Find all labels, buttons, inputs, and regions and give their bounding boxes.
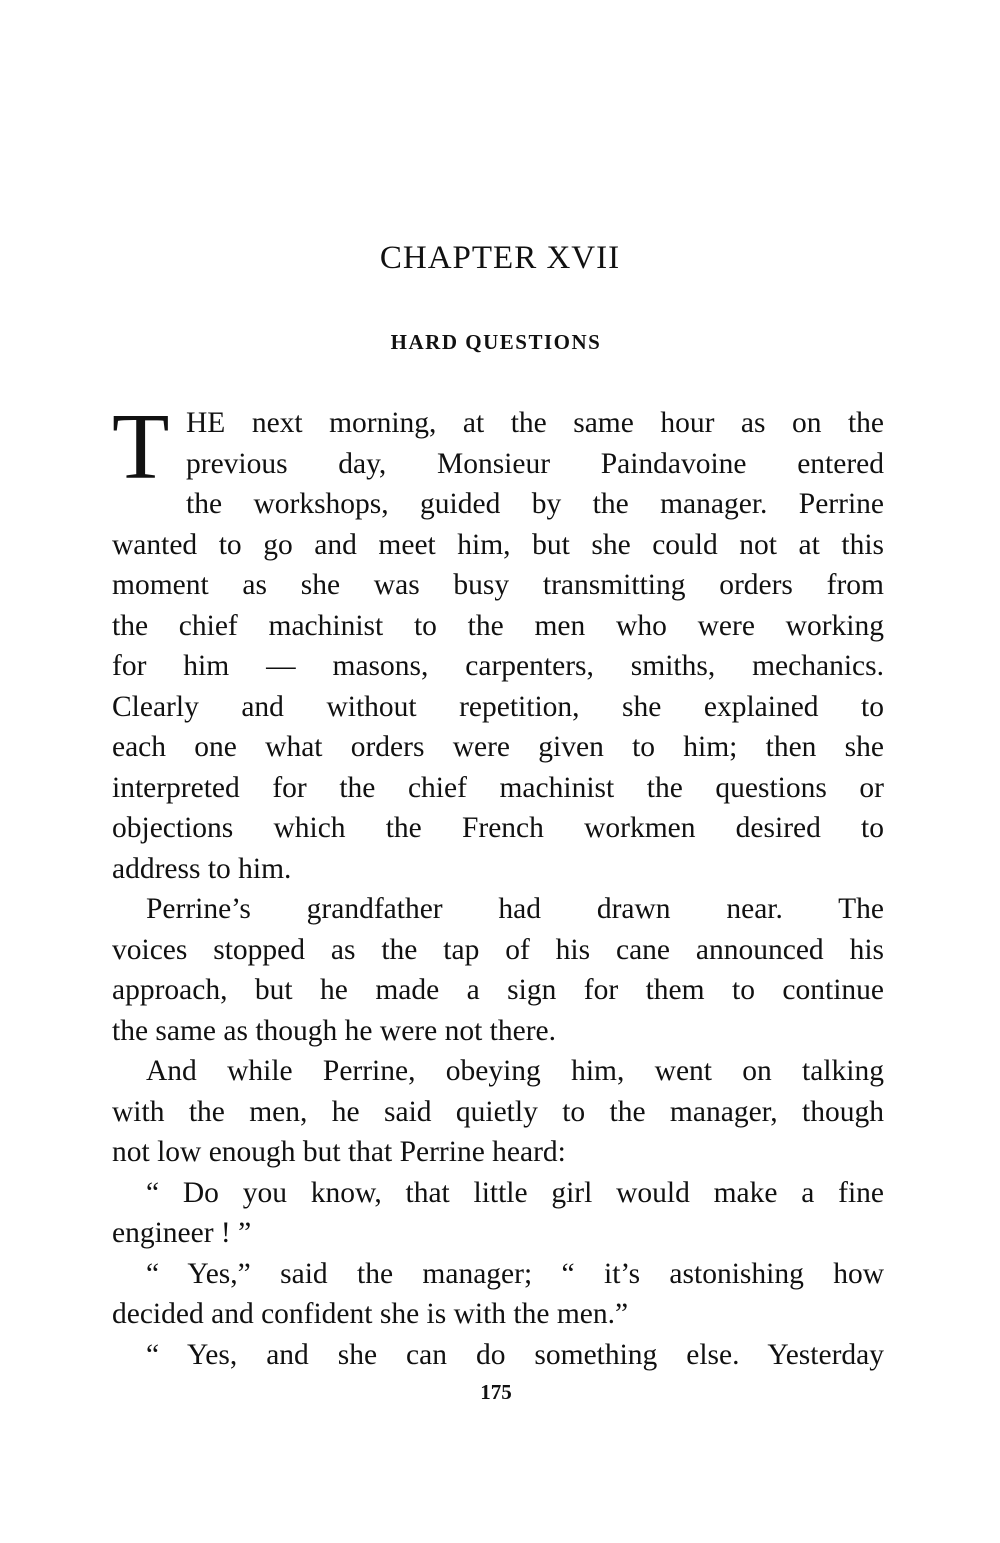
text-line: address to him. [112, 852, 292, 885]
text-line: not low enough but that Perrine heard: [112, 1136, 566, 1168]
chapter-title: CHAPTER XVII [379, 240, 621, 276]
text-line: Clearly and without repetition, she explained to [112, 690, 884, 723]
text-line: wanted to go and meet him, but she could not at this [112, 528, 884, 561]
text-line: Perrine’s grandfather had drawn near. The [146, 893, 884, 925]
text-line: the workshops, guided by the manager. Perrine [186, 488, 884, 520]
text-line: “ Yes,” said the manager; “ it’s astonishing how [146, 1257, 884, 1290]
text-line: each one what orders were given to him; then she [112, 731, 884, 763]
text-line: voices stopped as the tap of his cane announced his [112, 933, 884, 966]
text-line: for him — masons, carpenters, smiths, mechanics. [112, 650, 884, 682]
page-number: 175 [480, 1380, 512, 1404]
text-line: “ Yes, and she can do something else. Yesterday [146, 1338, 884, 1371]
text-line: interpreted for the chief machinist the questions or [112, 771, 884, 804]
text-line: approach, but he made a sign for them to continue [112, 974, 884, 1006]
text-line: “ Do you know, that little girl would make a fine [146, 1176, 884, 1209]
text-line: decided and confident she is with the men.” [112, 1298, 629, 1330]
text-line: previous day, Monsieur Paindavoine entered [186, 447, 884, 480]
text-line: with the men, he said quietly to the manager, though [112, 1095, 884, 1128]
text-line: the chief machinist to the men who were working [112, 609, 884, 642]
drop-cap: T [112, 395, 170, 499]
text-line: engineer ! ” [112, 1217, 252, 1249]
body-text [112, 395, 884, 1375]
text-line: And while Perrine, obeying him, went on talking [146, 1055, 884, 1087]
text-line: HE next morning, at the same hour as on the [186, 407, 884, 439]
text-line: moment as she was busy transmitting orders from [112, 569, 884, 601]
text-line: objections which the French workmen desired to [112, 812, 884, 844]
text-line: the same as though he were not there. [112, 1014, 556, 1047]
chapter-subtitle: HARD QUESTIONS [390, 330, 602, 354]
